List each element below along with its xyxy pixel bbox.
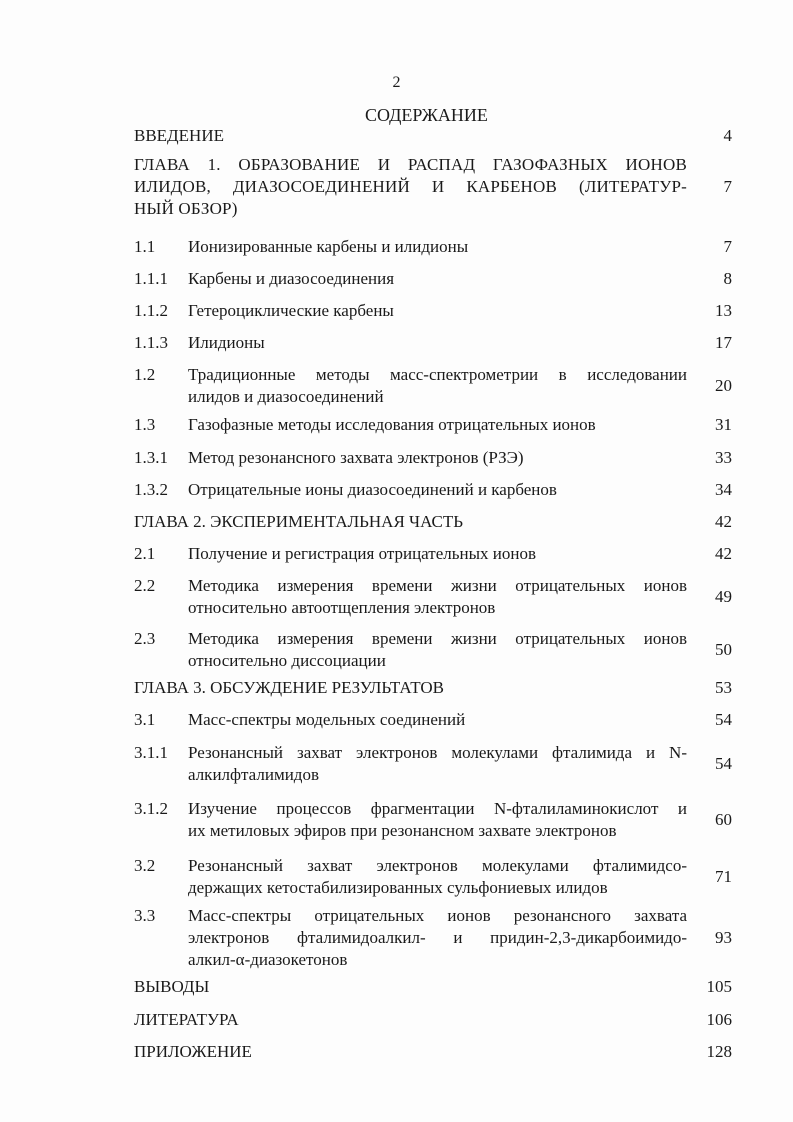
toc-entry-number: 1.3.2 <box>134 480 168 499</box>
toc-entry-page: 53 <box>715 678 732 697</box>
toc-entry-page: 49 <box>715 587 732 606</box>
toc-entry-number: 3.1.2 <box>134 799 168 818</box>
toc-entry-number: 2.3 <box>134 629 156 648</box>
toc-entry-page: 42 <box>715 512 732 531</box>
page-title: СОДЕРЖАНИЕ <box>365 105 488 125</box>
toc-entry-text: ВВЕДЕНИЕ <box>134 126 224 145</box>
toc-entry-page: 93 <box>715 928 732 947</box>
toc-entry-3-1-1 <box>134 742 732 786</box>
toc-entry-text: ГЛАВА 2. ЭКСПЕРИМЕНТАЛЬНАЯ ЧАСТЬ <box>134 512 464 531</box>
toc-entry-text: Илидионы <box>188 333 265 352</box>
toc-entry-text: Изучение процессов фрагментации N-фталиламинокислот и их метиловых эфиров при резонансном захвате электронов <box>188 799 687 840</box>
toc-entry-number: 2.2 <box>134 576 156 595</box>
toc-entry-3-3 <box>134 905 732 971</box>
toc-entry-number: 3.2 <box>134 856 156 875</box>
toc-entry-1-1 <box>134 236 732 258</box>
toc-entry-text: ВЫВОДЫ <box>134 977 210 996</box>
toc-entry-page: 33 <box>715 448 732 467</box>
toc-entry-1-3-2 <box>134 479 732 501</box>
toc-entry-page: 7 <box>723 177 732 196</box>
toc-entry-text: Получение и регистрация отрицательных ионов <box>188 544 536 563</box>
toc-entry-text: Карбены и диазосоединения <box>188 269 395 288</box>
toc-entry-text: Отрицательные ионы диазосоединений и карбенов <box>188 480 557 499</box>
toc-entry-page: 31 <box>715 415 732 434</box>
toc-entry-chapter-2 <box>134 511 732 533</box>
toc-entry-3-1 <box>134 709 732 731</box>
toc-entry-text: ПРИЛОЖЕНИЕ <box>134 1042 252 1061</box>
toc-entry-1-1-2 <box>134 300 732 322</box>
toc-entry-number: 1.1.2 <box>134 301 168 320</box>
toc-entry-3-1-2 <box>134 798 732 842</box>
toc-entry-1-1-3 <box>134 332 732 354</box>
toc-entry-2-1 <box>134 543 732 565</box>
toc-entry-1-2 <box>134 364 732 408</box>
toc-entry-text: ЛИТЕРАТУРА <box>134 1010 239 1029</box>
toc-entry-number: 3.1 <box>134 710 156 729</box>
toc-entry-text: Методика измерения времени жизни отрицательных ионов относительно диссоциации <box>188 629 687 670</box>
toc-entry-page: 128 <box>706 1042 732 1061</box>
toc-entry-number: 1.1.1 <box>134 269 168 288</box>
toc-entry-1-3 <box>134 414 732 436</box>
toc-entry-introduction <box>134 125 732 147</box>
toc-entry-text: Резонансный захват электронов молекулами фталимидсо- держащих кетостабилизированных сульфониевых илидов <box>188 856 687 897</box>
toc-entry-text: Методика измерения времени жизни отрицательных ионов относительно автоотщепления электронов <box>188 576 687 617</box>
toc-entry-chapter-3 <box>134 677 732 699</box>
toc-entry-page: 50 <box>715 640 732 659</box>
toc-entry-text: Масс-спектры модельных соединений <box>188 710 466 729</box>
toc-entry-page: 7 <box>723 237 732 256</box>
toc-entry-page: 60 <box>715 810 732 829</box>
toc-entry-number: 1.1.3 <box>134 333 168 352</box>
toc-entry-1-1-1 <box>134 268 732 290</box>
toc-entry-text: ГЛАВА 3. ОБСУЖДЕНИЕ РЕЗУЛЬТАТОВ <box>134 678 444 697</box>
toc-entry-text: Метод резонансного захвата электронов (РЗЭ) <box>188 448 524 467</box>
toc-entry-number: 2.1 <box>134 544 156 563</box>
toc-entry-text: Масс-спектры отрицательных ионов резонансного захвата электронов фталимидоалкил- и придин-2,3-дикарбоимидо- алкил-α-диазокетонов <box>188 906 687 969</box>
page-number: 2 <box>392 74 401 91</box>
toc-entry-number: 1.2 <box>134 365 156 384</box>
toc-entry-number: 1.3 <box>134 415 156 434</box>
toc-entry-2-2 <box>134 575 732 619</box>
toc-entry-page: 54 <box>715 710 732 729</box>
toc-entry-page: 20 <box>715 376 732 395</box>
toc-entry-page: 34 <box>715 480 732 499</box>
toc-entry-page: 42 <box>715 544 732 563</box>
toc-entry-text: Резонансный захват электронов молекулами фталимида и N- алкилфталимидов <box>188 743 687 784</box>
toc-entry-2-3 <box>134 628 732 672</box>
toc-entry-text: Гетероциклические карбены <box>188 301 394 320</box>
toc-entry-number: 1.3.1 <box>134 448 168 467</box>
toc-entry-text: Газофазные методы исследования отрицательных ионов <box>188 415 596 434</box>
toc-entry-page: 13 <box>715 301 732 320</box>
toc-entry-3-2 <box>134 855 732 899</box>
toc-entry-page: 105 <box>706 977 732 996</box>
toc-entry-references <box>134 1009 732 1031</box>
toc-entry-text: Традиционные методы масс-спектрометрии в исследовании илидов и диазосоединений <box>188 365 687 406</box>
toc-entry-page: 4 <box>723 126 732 145</box>
toc-entry-1-3-1 <box>134 447 732 469</box>
toc-entry-number: 3.3 <box>134 906 156 925</box>
toc-entry-page: 71 <box>715 867 732 886</box>
toc-entry-chapter-1 <box>134 154 732 220</box>
toc-entry-appendix <box>134 1041 732 1063</box>
toc-entry-page: 8 <box>723 269 732 288</box>
toc-entry-page: 17 <box>715 333 732 352</box>
toc-entry-number: 3.1.1 <box>134 743 168 762</box>
toc-entry-text: Ионизированные карбены и илидионы <box>188 237 469 256</box>
toc-entry-page: 54 <box>715 754 732 773</box>
toc-entry-page: 106 <box>706 1010 732 1029</box>
toc-entry-conclusions <box>134 976 732 998</box>
toc-entry-text: ГЛАВА 1. ОБРАЗОВАНИЕ И РАСПАД ГАЗОФАЗНЫХ ИОНОВ ИЛИДОВ, ДИАЗОСОЕДИНЕНИЙ И КАРБЕНОВ (ЛИТЕРАТУР- НЫЙ ОБЗОР) <box>134 155 687 218</box>
toc-entry-number: 1.1 <box>134 237 156 256</box>
